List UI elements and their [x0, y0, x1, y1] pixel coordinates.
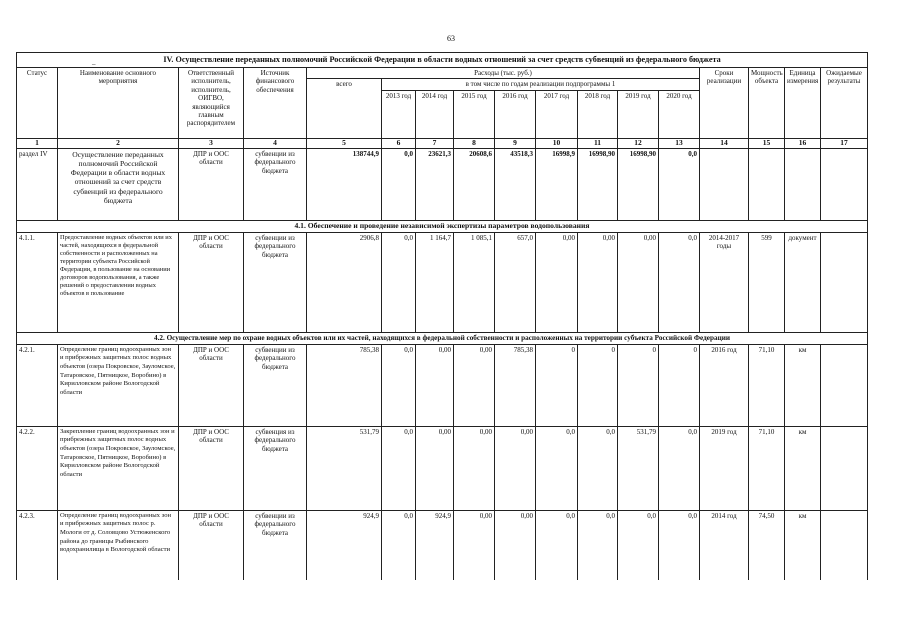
- row-responsible: ДПР и ООС области: [179, 232, 244, 332]
- row-responsible: ДПР и ООС области: [179, 426, 244, 510]
- column-number: 17: [821, 138, 868, 148]
- budget-table: [16, 52, 868, 580]
- row-value: 43518,3: [495, 148, 536, 220]
- section-4-1-title: 4.1. Обеспечение и проведение независимой экспертизы параметров водопользования: [17, 220, 868, 232]
- row-terms: [700, 148, 749, 220]
- row-total: 531,79: [307, 426, 382, 510]
- table-title-row: [17, 53, 868, 68]
- header-responsible: Ответственный исполнитель, исполнитель, ОИГВО, являющийся главным распорядителем: [179, 68, 244, 139]
- document-sheet: [16, 52, 867, 580]
- header-year: 2014 год: [416, 90, 454, 138]
- column-number: 12: [618, 138, 659, 148]
- column-number: 2: [58, 138, 179, 148]
- header-year: 2020 год: [659, 90, 700, 138]
- scan-mark: –: [92, 60, 96, 68]
- row-value: 0,0: [382, 426, 416, 510]
- column-number: 4: [244, 138, 307, 148]
- row-unit: км: [785, 426, 821, 510]
- row-value: 0,0: [382, 232, 416, 332]
- header-year: 2015 год: [454, 90, 495, 138]
- row-terms: 2014 год: [700, 510, 749, 580]
- row-value: 0,00: [454, 426, 495, 510]
- row-value: 20608,6: [454, 148, 495, 220]
- column-number: 9: [495, 138, 536, 148]
- row-value: 0: [659, 344, 700, 426]
- section-4-2-title: 4.2. Осуществление мер по охране водных объектов или их частей, находящихся в федеральной собственности и расположенных на территории субъекта Российской Федерации: [17, 332, 868, 344]
- column-number: 6: [382, 138, 416, 148]
- header-source: Источник финансового обеспечения: [244, 68, 307, 139]
- row-value: 0: [578, 344, 618, 426]
- row-status: 4.2.2.: [17, 426, 58, 510]
- row-source: субвенции из федерального бюджета: [244, 148, 307, 220]
- header-year: 2019 год: [618, 90, 659, 138]
- column-number: 13: [659, 138, 700, 148]
- column-number-row: [17, 138, 868, 148]
- row-terms: 2019 год: [700, 426, 749, 510]
- row-capacity: [749, 148, 785, 220]
- row-unit: км: [785, 510, 821, 580]
- header-row-1: [17, 68, 868, 79]
- table-row: [17, 344, 868, 426]
- column-number: 3: [179, 138, 244, 148]
- row-source: субвенция из федерального бюджета: [244, 426, 307, 510]
- row-unit: км: [785, 344, 821, 426]
- row-terms: 2016 год: [700, 344, 749, 426]
- row-value: 0,00: [618, 232, 659, 332]
- column-number: 14: [700, 138, 749, 148]
- row-value: 0,0: [659, 426, 700, 510]
- header-name: Наименование основного мероприятия: [58, 68, 179, 139]
- row-value: 0,00: [578, 232, 618, 332]
- row-value: 0,00: [454, 510, 495, 580]
- row-value: 1 085,1: [454, 232, 495, 332]
- row-source: субвенции из федерального бюджета: [244, 344, 307, 426]
- row-value: 0,0: [536, 426, 578, 510]
- row-source: субвенции из федерального бюджета: [244, 510, 307, 580]
- column-number: 10: [536, 138, 578, 148]
- header-status: Статус: [17, 68, 58, 139]
- column-number: 1: [17, 138, 58, 148]
- row-value: 16998,9: [536, 148, 578, 220]
- header-expenses: Расходы (тыс. руб.): [307, 68, 700, 79]
- row-value: 531,79: [618, 426, 659, 510]
- row-terms: 2014-2017 годы: [700, 232, 749, 332]
- row-value: 23621,3: [416, 148, 454, 220]
- row-source: субвенции из федерального бюджета: [244, 232, 307, 332]
- row-value: 0,00: [536, 232, 578, 332]
- row-expected: [821, 148, 868, 220]
- row-total: 924,9: [307, 510, 382, 580]
- row-value: 657,0: [495, 232, 536, 332]
- column-number: 16: [785, 138, 821, 148]
- row-expected: [821, 232, 868, 332]
- row-capacity: 71,10: [749, 344, 785, 426]
- row-capacity: 71,10: [749, 426, 785, 510]
- row-total: 785,38: [307, 344, 382, 426]
- table-row: [17, 426, 868, 510]
- row-expected: [821, 510, 868, 580]
- row-unit: [785, 148, 821, 220]
- page-number: 63: [447, 34, 455, 43]
- row-value: 0: [618, 344, 659, 426]
- row-value: 0,0: [536, 510, 578, 580]
- section-row: [17, 220, 868, 232]
- row-value: 0,0: [659, 232, 700, 332]
- header-total: всего: [307, 79, 382, 138]
- row-value: 1 164,7: [416, 232, 454, 332]
- row-status: 4.2.1.: [17, 344, 58, 426]
- row-unit: документ: [785, 232, 821, 332]
- column-number: 11: [578, 138, 618, 148]
- table-row: [17, 148, 868, 220]
- row-total: 138744,9: [307, 148, 382, 220]
- row-value: 0,00: [454, 344, 495, 426]
- row-value: 785,38: [495, 344, 536, 426]
- row-value: 0,0: [382, 510, 416, 580]
- row-name: Определение границ водоохранных зон и прибрежных защитных полос водных объектов (озера Покровское, Зауломское, Татаровское, Пятницкое, Воробино) в Кирилловском районе Вологодской области: [58, 344, 179, 426]
- column-number: 15: [749, 138, 785, 148]
- row-name: Закрепление границ водоохранных зон и прибрежных защитных полос водных объектов (озера Покровское, Зауломское, Татаровское, Пятницкое, Воробино) в Кирилловском районе Вологодской области: [58, 426, 179, 510]
- header-year: 2013 год: [382, 90, 416, 138]
- header-year: 2016 год: [495, 90, 536, 138]
- row-value: 0,00: [416, 344, 454, 426]
- header-capacity: Мощность объекта: [749, 68, 785, 139]
- row-expected: [821, 344, 868, 426]
- row-value: 0,0: [382, 344, 416, 426]
- header-year: 2018 год: [578, 90, 618, 138]
- row-responsible: ДПР и ООС области: [179, 148, 244, 220]
- row-value: 0,00: [416, 426, 454, 510]
- row-value: 16998,90: [578, 148, 618, 220]
- row-value: 0,0: [659, 148, 700, 220]
- table-title: IV. Осуществление переданных полномочий Российской Федерации в области водных отношений за счет средств субвенций из федерального бюджета: [17, 53, 868, 68]
- row-responsible: ДПР и ООС области: [179, 510, 244, 580]
- row-value: 0: [536, 344, 578, 426]
- row-responsible: ДПР и ООС области: [179, 344, 244, 426]
- row-status: раздел IV: [17, 148, 58, 220]
- row-value: 924,9: [416, 510, 454, 580]
- header-expected: Ожидаемые результаты: [821, 68, 868, 139]
- row-value: 16998,90: [618, 148, 659, 220]
- row-name: Предоставление водных объектов или их частей, находящихся в федеральной собственности и расположенных на территории субъекта Российской Федерации, в пользование на основании договоров водопользования, а также решений о предоставлении водных объектов в пользование: [58, 232, 179, 332]
- header-unit: Единица измерения: [785, 68, 821, 139]
- row-status: 4.2.3.: [17, 510, 58, 580]
- row-capacity: 599: [749, 232, 785, 332]
- row-value: 0,0: [382, 148, 416, 220]
- row-value: 0,00: [495, 510, 536, 580]
- row-value: 0,0: [578, 426, 618, 510]
- row-value: 0,0: [618, 510, 659, 580]
- table-row: [17, 510, 868, 580]
- row-expected: [821, 426, 868, 510]
- header-terms: Сроки реализации: [700, 68, 749, 139]
- header-by-years: в том числе по годам реализации подпрограммы 1: [382, 79, 700, 90]
- header-year: 2017 год: [536, 90, 578, 138]
- row-value: 0,0: [659, 510, 700, 580]
- row-value: 0,00: [495, 426, 536, 510]
- row-status: 4.1.1.: [17, 232, 58, 332]
- column-number: 5: [307, 138, 382, 148]
- row-total: 2906,8: [307, 232, 382, 332]
- column-number: 7: [416, 138, 454, 148]
- row-value: 0,0: [578, 510, 618, 580]
- row-name: Осуществление переданных полномочий Российской Федерации в области водных отношений за счет средств субвенций из федерального бюджета: [58, 148, 179, 220]
- row-capacity: 74,50: [749, 510, 785, 580]
- table-row: [17, 232, 868, 332]
- row-name: Определение границ водоохранных зон и прибрежных защитных полос р. Мологи от д. Соловцово Устюженского района до границы Рыбинского водохранилища в Вологодской области: [58, 510, 179, 580]
- section-row: [17, 332, 868, 344]
- column-number: 8: [454, 138, 495, 148]
